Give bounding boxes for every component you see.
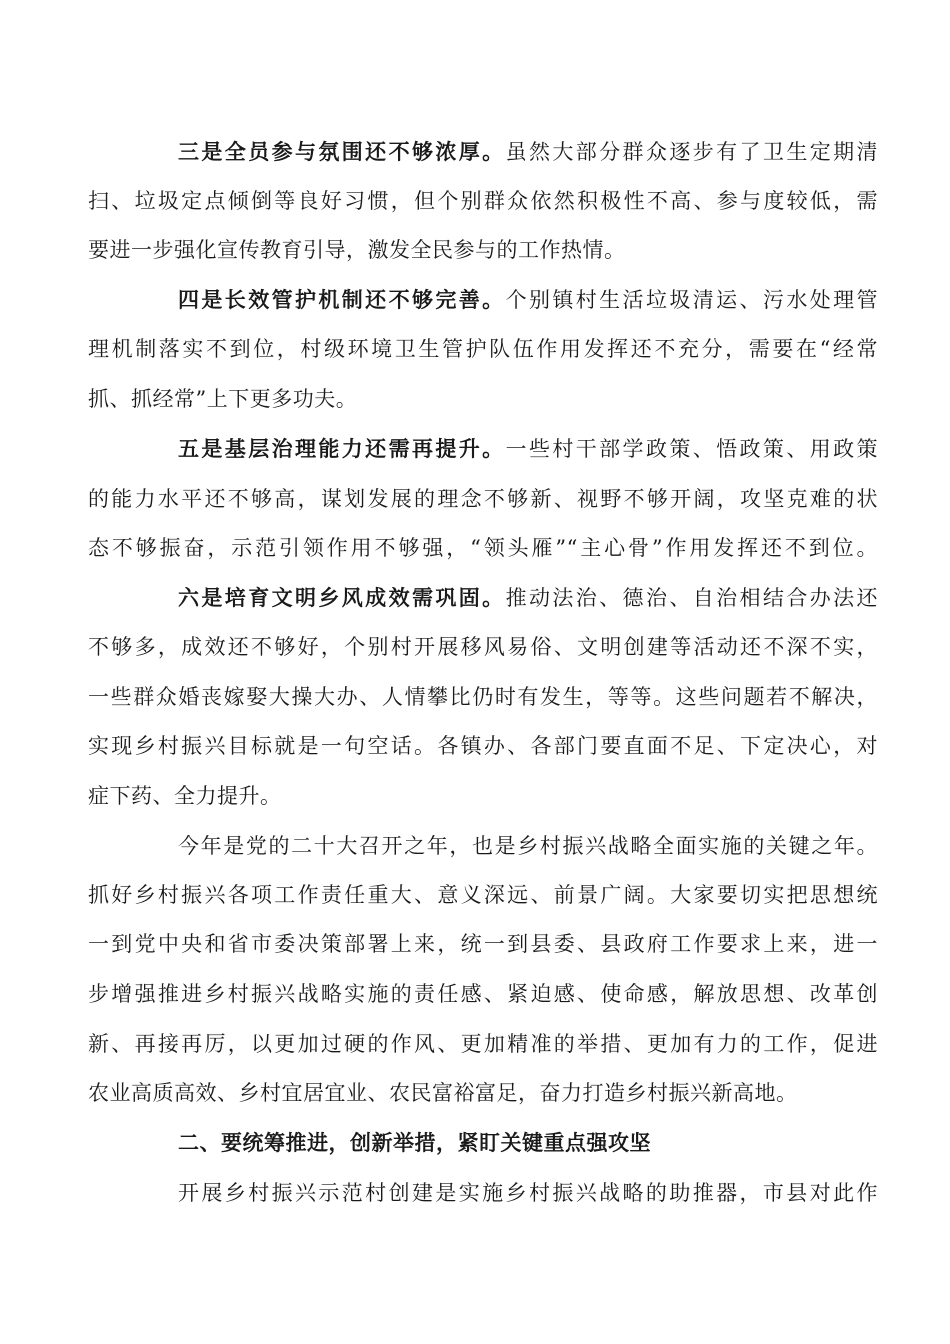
paragraph-5-line-4: 步增强推进乡村振兴战略实施的责任感、紧迫感、使命感，解放思想、改革创 (88, 982, 878, 1006)
paragraph-3-line-2: 的能力水平还不够高，谋划发展的理念不够新、视野不够开阔，攻坚克难的状 (88, 487, 878, 511)
paragraph-3-line-3: 态不够振奋，示范引领作用不够强，“领头雁”“主心骨”作用发挥还不到位。 (88, 536, 878, 560)
paragraph-3-line-1 (178, 434, 878, 464)
paragraph-3-text: 一些村干部学政策、悟政策、用政策 (505, 437, 879, 461)
paragraph-5-line-3: 一到党中央和省市委决策部署上来，统一到县委、县政府工作要求上来，进一 (88, 932, 878, 956)
paragraph-1-line-1 (178, 137, 878, 167)
paragraph-4-text: 推动法治、德治、自治相结合办法还 (505, 586, 879, 610)
section-heading: 二、要统筹推进，创新举措，紧盯关键重点强攻坚 (178, 1130, 651, 1155)
paragraph-2-line-2: 理机制落实不到位，村级环境卫生管护队伍作用发挥还不充分，需要在“经常 (88, 337, 878, 361)
paragraph-5-line-5: 新、再接再厉，以更加过硬的作风、更加精准的举措、更加有力的工作，促进 (88, 1032, 878, 1056)
paragraph-4-line-3: 一些群众婚丧嫁娶大操大办、人情攀比仍时有发生，等等。这些问题若不解决， (88, 685, 878, 709)
paragraph-2-line-3: 抓、抓经常”上下更多功夫。 (88, 387, 358, 411)
paragraph-2-lead: 四是长效管护机制还不够完善。 (178, 287, 506, 312)
paragraph-1-lead: 三是全员参与氛围还不够浓厚。 (178, 139, 506, 164)
paragraph-4-line-4: 实现乡村振兴目标就是一句空话。各镇办、各部门要直面不足、下定决心，对 (88, 734, 878, 758)
paragraph-2-text: 个别镇村生活垃圾清运、污水处理管 (505, 288, 879, 312)
paragraph-2-line-1 (178, 285, 878, 315)
paragraph-4-lead: 六是培育文明乡风成效需巩固。 (178, 585, 506, 610)
paragraph-4-line-2: 不够多，成效还不够好，个别村开展移风易俗、文明创建等活动还不深不实， (88, 635, 878, 659)
paragraph-4-line-1 (178, 583, 878, 613)
paragraph-5-line-6: 农业高质高效、乡村宜居宜业、农民富裕富足，奋力打造乡村振兴新高地。 (88, 1081, 798, 1105)
paragraph-1-line-3: 要进一步强化宣传教育引导，激发全民参与的工作热情。 (88, 238, 626, 262)
paragraph-4-line-5: 症下药、全力提升。 (88, 784, 282, 808)
paragraph-1-text: 虽然大部分群众逐步有了卫生定期清 (505, 140, 879, 164)
paragraph-1-line-2: 扫、垃圾定点倾倒等良好习惯，但个别群众依然积极性不高、参与度较低，需 (88, 189, 878, 213)
paragraph-3-lead: 五是基层治理能力还需再提升。 (178, 436, 506, 461)
paragraph-5-line-1: 今年是党的二十大召开之年，也是乡村振兴战略全面实施的关键之年。 (178, 834, 878, 858)
paragraph-5-line-2: 抓好乡村振兴各项工作责任重大、意义深远、前景广阔。大家要切实把思想统 (88, 883, 878, 907)
paragraph-7-line-1: 开展乡村振兴示范村创建是实施乡村振兴战略的助推器，市县对此作 (178, 1181, 878, 1205)
